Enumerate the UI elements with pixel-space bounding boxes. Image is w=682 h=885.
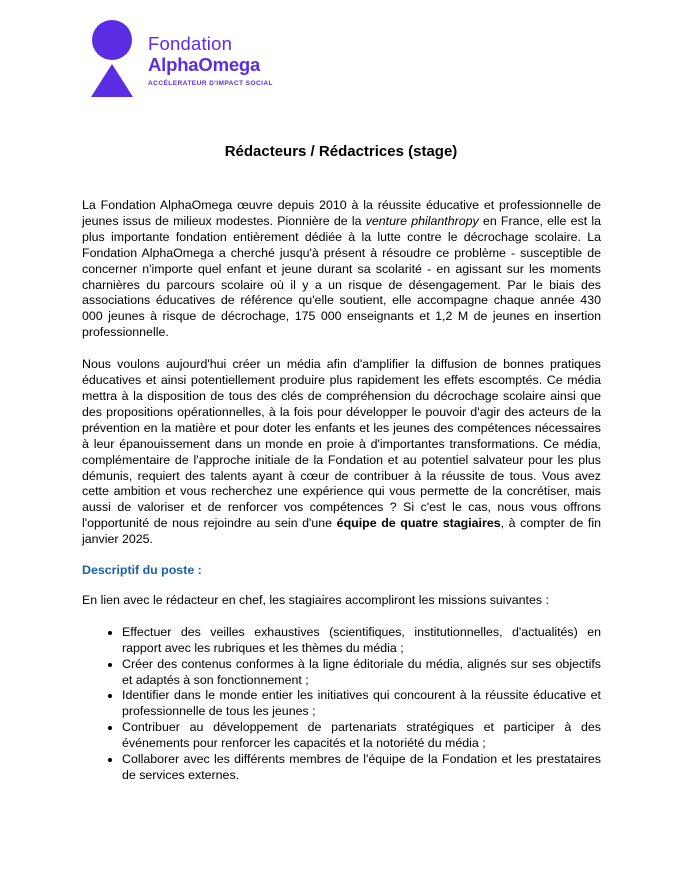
list-item: • Effectuer des veilles exhaustives (scientifiques, institutionnelles, d'actualités) en rapport avec les rubriques et les thèmes du média ; [122,625,601,657]
project-bold: équipe de quatre stagiaires [336,516,501,531]
logo-line1: Fondation [148,33,233,54]
alphaomega-logo-icon [89,18,135,98]
logo-line2: AlphaOmega [148,54,261,75]
project-paragraph [82,357,601,548]
list-item: • Créer des contenus conformes à la ligne éditoriale du média, alignés sur ses objectifs et adaptés à son fonctionnement ; [122,657,601,689]
intro-text-2: en France, elle est la plus importante fondation entièrement dédiée à la lutte contre le décrochage scolaire. La Fondation AlphaOmega a cherché jusqu'à présent à résoudre ce problème - susceptible de concerner n'importe quel enfant et jeune durant sa scolarité - en agissant sur les moments charnières du parcours scolaire où il y a un risque de désengagement. Par le biais des associations éducatives de référence qu'elle soutient, elle accompagne chaque année 430 000 jeunes à risque de décrochage, 175 000 enseignants et 1,2 M de jeunes en insertion professionnelle. [82,213,601,340]
missions-intro: En lien avec le rédacteur en chef, les stagiaires accompliront les missions suivantes : [82,592,549,607]
project-text-1: Nous voulons aujourd'hui créer un média afin d'amplifier la diffusion de bonnes pratiques éducatives et ainsi potentiellement produire plus rapidement les effets escomptés. Ce média mettra à la disposition de tous des clés de compréhension du décrochage scolaire ainsi que des propositions opérationnelles, à la fois pour développer le pouvoir d'agir des acteurs de la prévention en la matière et pour doter les enfants et les jeunes des compétences nécessaires à leur épanouissement dans un monde en proie à d'importantes transformations. Ce média, complémentaire de l'approche initiale de la Fondation et au potentiel salvateur pour les plus démunis, requiert des talents ayant à cœur de contribuer à la réussite de tous. Vous avez cette ambition et vous recherchez une expérience qui vous permette de la concrétiser, mais aussi de valoriser et de renforcer vos compétences ? Si c'est le cas, nous vous offrons l'opportunité de nous rejoindre au sein d'une [82,357,601,531]
intro-paragraph [82,198,601,341]
project-text-2: , à compter de fin janvier 2025. [82,516,601,547]
document-body [82,198,601,784]
logo-tagline: ACCÉLERATEUR D'IMPACT SOCIAL [148,80,273,87]
list-item: • Contribuer au développement de partenariats stratégiques et participer à des événements pour renforcer les capacités et la notoriété du média ; [122,720,601,752]
logo-wordmark [148,34,260,76]
fondation-logo [84,14,304,98]
intro-italic: venture philanthropy [365,213,479,228]
section-heading: Descriptif du poste : [82,563,202,578]
page-title: Rédacteurs / Rédactrices (stage) [224,143,458,160]
intro-text-1: La Fondation AlphaOmega œuvre depuis 2010 à la réussite éducative et professionnelle de jeunes issus de milieux modestes. Pionnière de la [82,198,601,228]
list-item: • Identifier dans le monde entier les initiatives qui concourent à la réussite éducative et professionnelle de tous les jeunes ; [122,688,601,720]
missions-list [82,625,601,784]
list-item: • Collaborer avec les différents membres de l'équipe de la Fondation et les prestataires de services externes. [122,752,601,784]
